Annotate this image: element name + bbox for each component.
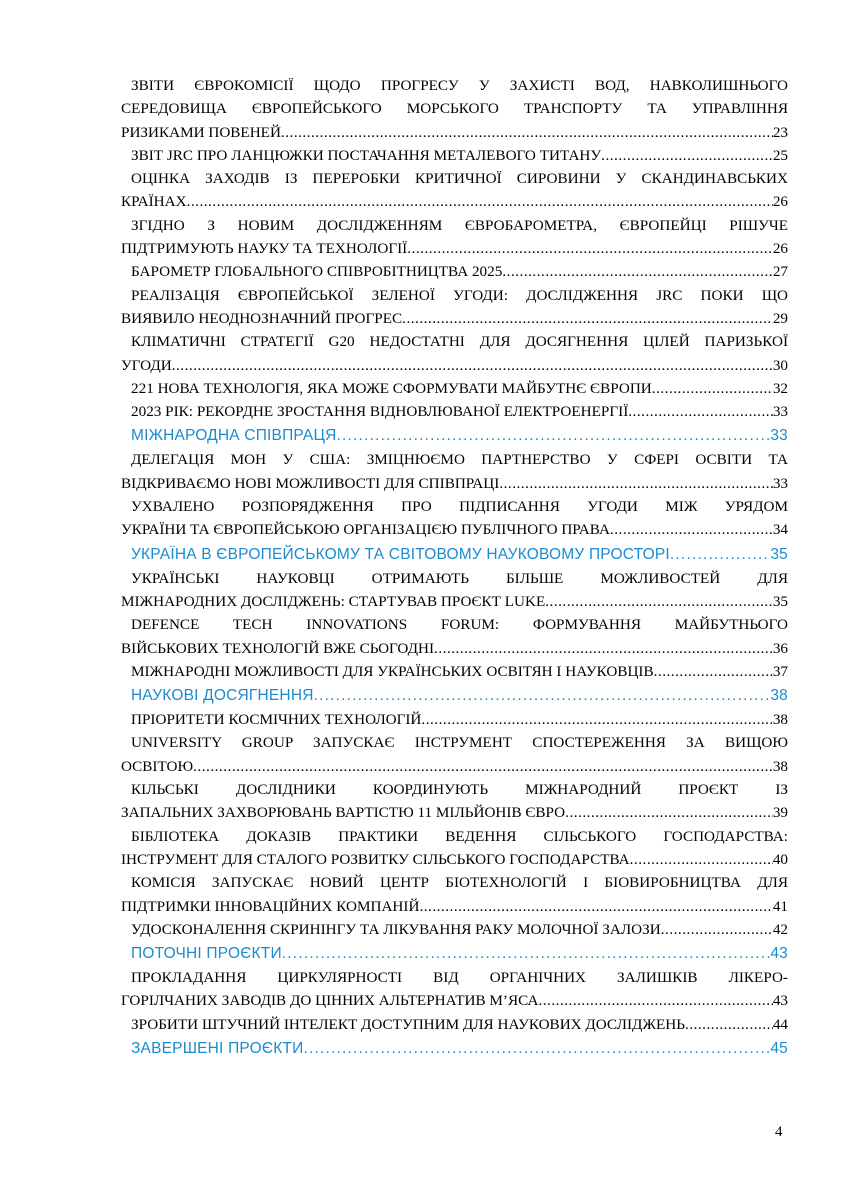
toc-entry-line: ПРІОРИТЕТИ КОСМІЧНИХ ТЕХНОЛОГІЙ <box>131 711 422 729</box>
dot-leader <box>187 190 773 213</box>
toc-entry-line: ЗВІТ JRC ПРО ЛАНЦЮЖКИ ПОСТАЧАННЯ МЕТАЛЕВОГО ТИТАНУ <box>131 146 602 164</box>
table-of-contents <box>121 74 788 1061</box>
dot-leader <box>282 941 771 966</box>
section-page-number: 45 <box>770 1039 788 1057</box>
toc-entry-last-line <box>121 755 788 778</box>
toc-entry[interactable] <box>121 918 788 941</box>
toc-entry[interactable] <box>121 1013 788 1036</box>
toc-entry-last-line <box>121 307 788 330</box>
entry-page-number: 33 <box>772 474 788 492</box>
dot-leader <box>565 801 773 824</box>
toc-section-heading[interactable] <box>121 683 788 708</box>
toc-entry-line: ЗРОБИТИ ШТУЧНИЙ ІНТЕЛЕКТ ДОСТУПНИМ ДЛЯ НАУКОВИХ ДОСЛІДЖЕНЬ <box>131 1015 685 1033</box>
toc-entry[interactable] <box>121 144 788 167</box>
entry-page-number: 39 <box>772 804 788 822</box>
dot-leader <box>502 260 772 283</box>
toc-entry-last-line <box>121 190 788 213</box>
entry-page-number: 44 <box>772 1015 788 1033</box>
toc-entry-line: ГОРІЛЧАНИХ ЗАВОДІВ ДО ЦІННИХ АЛЬТЕРНАТИВ М’ЯСА <box>121 992 539 1010</box>
toc-entry-line: РЕАЛІЗАЦІЯ ЄВРОПЕЙСЬКОЇ ЗЕЛЕНОЇ УГОДИ: ДОСЛІДЖЕННЯ JRC ПОКИ ЩО <box>131 286 788 304</box>
toc-entry[interactable] <box>121 871 788 918</box>
entry-page-number: 25 <box>772 146 788 164</box>
toc-entry-last-line <box>121 144 788 167</box>
toc-entry-last-line <box>121 637 788 660</box>
toc-entry-last-line <box>121 260 788 283</box>
entry-page-number: 32 <box>772 379 788 397</box>
toc-entry-last-line <box>121 801 788 824</box>
toc-entry-last-line <box>121 660 788 683</box>
toc-entry-line: ДЕЛЕГАЦІЯ МОН У США: ЗМІЦНЮЄМО ПАРТНЕРСТВО У СФЕРІ ОСВІТИ ТА <box>131 451 788 469</box>
dot-leader <box>421 708 772 731</box>
dot-leader <box>661 918 773 941</box>
toc-entry-line: ОСВІТОЮ <box>121 757 194 775</box>
toc-section-heading[interactable] <box>121 1036 788 1061</box>
toc-entry-last-line <box>121 237 788 260</box>
toc-entry-line: КРАЇНАХ <box>121 193 187 211</box>
toc-entry-last-line <box>121 989 788 1012</box>
toc-entry-last-line <box>121 918 788 941</box>
entry-page-number: 34 <box>772 521 788 539</box>
toc-entry-last-line <box>121 354 788 377</box>
entry-page-number: 30 <box>772 356 788 374</box>
entry-page-number: 33 <box>772 403 788 421</box>
section-title: ПОТОЧНІ ПРОЄКТИ <box>131 945 282 963</box>
dot-leader <box>499 472 773 495</box>
entry-page-number: 26 <box>772 240 788 258</box>
dot-leader <box>172 354 773 377</box>
entry-page-number: 29 <box>772 309 788 327</box>
entry-page-number: 27 <box>772 263 788 281</box>
toc-section-heading[interactable] <box>121 423 788 448</box>
dot-leader <box>628 400 773 423</box>
dot-leader <box>538 989 772 1012</box>
toc-entry-last-line <box>121 895 788 918</box>
toc-entry-line: БІБЛІОТЕКА ДОКАЗІВ ПРАКТИКИ ВЕДЕННЯ СІЛЬСЬКОГО ГОСПОДАРСТВА: <box>131 827 788 845</box>
toc-section-heading[interactable] <box>121 542 788 567</box>
entry-page-number: 38 <box>772 757 788 775</box>
toc-entry-line: КІЛЬСЬКІ ДОСЛІДНИКИ КООРДИНУЮТЬ МІЖНАРОДНИЙ ПРОЄКТ ІЗ <box>131 781 788 799</box>
dot-leader <box>193 755 773 778</box>
entry-page-number: 26 <box>772 193 788 211</box>
entry-page-number: 40 <box>772 850 788 868</box>
toc-entry-line: УГОДИ <box>121 356 172 374</box>
entry-page-number: 42 <box>772 920 788 938</box>
toc-entry[interactable] <box>121 400 788 423</box>
entry-page-number: 41 <box>772 897 788 915</box>
dot-leader <box>654 660 773 683</box>
dot-leader <box>303 1036 770 1061</box>
toc-entry[interactable] <box>121 825 788 872</box>
section-title: МІЖНАРОДНА СПІВПРАЦЯ <box>131 427 337 445</box>
dot-leader <box>337 423 771 448</box>
toc-entry-line: МІЖНАРОДНИХ ДОСЛІДЖЕНЬ: СТАРТУВАВ ПРОЄКТ LUKE <box>121 592 546 610</box>
dot-leader <box>419 895 772 918</box>
toc-entry-line: УХВАЛЕНО РОЗПОРЯДЖЕННЯ ПРО ПІДПИСАННЯ УГОДИ МІЖ УРЯДОМ <box>131 498 788 516</box>
entry-page-number: 43 <box>772 992 788 1010</box>
toc-entry-line: УКРАЇНСЬКІ НАУКОВЦІ ОТРИМАЮТЬ БІЛЬШЕ МОЖЛИВОСТЕЙ ДЛЯ <box>131 569 788 587</box>
toc-entry[interactable] <box>121 167 788 214</box>
toc-entry-line: ЗАПАЛЬНИХ ЗАХВОРЮВАНЬ ВАРТІСТЮ 11 МІЛЬЙОНІВ ЄВРО <box>121 804 566 822</box>
dot-leader <box>601 144 773 167</box>
toc-entry-last-line <box>121 708 788 731</box>
toc-entry-last-line <box>121 848 788 871</box>
dot-leader <box>652 377 773 400</box>
entry-page-number: 23 <box>772 123 788 141</box>
entry-page-number: 38 <box>772 711 788 729</box>
section-title: НАУКОВІ ДОСЯГНЕННЯ <box>131 687 314 705</box>
toc-entry-last-line <box>121 1013 788 1036</box>
dot-leader <box>407 237 773 260</box>
toc-entry-line: ОЦІНКА ЗАХОДІВ ІЗ ПЕРЕРОБКИ КРИТИЧНОЇ СИРОВИНИ У СКАНДИНАВСЬКИХ <box>131 170 788 188</box>
toc-entry-line: ІНСТРУМЕНТ ДЛЯ СТАЛОГО РОЗВИТКУ СІЛЬСЬКОГО ГОСПОДАРСТВА <box>121 850 630 868</box>
toc-entry-line: УДОСКОНАЛЕННЯ СКРИНІНГУ ТА ЛІКУВАННЯ РАКУ МОЛОЧНОЇ ЗАЛОЗИ <box>131 920 661 938</box>
section-page-number: 35 <box>770 545 788 563</box>
toc-entry-line: СЕРЕДОВИЩА ЄВРОПЕЙСЬКОГО МОРСЬКОГО ТРАНСПОРТУ ТА УПРАВЛІННЯ <box>121 100 788 118</box>
dot-leader <box>545 590 773 613</box>
toc-entry-line: ЗВІТИ ЄВРОКОМІСІЇ ЩОДО ПРОГРЕСУ У ЗАХИСТІ ВОД, НАВКОЛИШНЬОГО <box>131 77 788 94</box>
toc-entry[interactable] <box>121 330 788 377</box>
page-number: 4 <box>775 1124 783 1140</box>
dot-leader <box>685 1013 773 1036</box>
toc-entry-line: DEFENCE TECH INNOVATIONS FORUM: ФОРМУВАННЯ МАЙБУТНЬОГО <box>131 616 788 634</box>
dot-leader <box>610 518 773 541</box>
section-page-number: 43 <box>770 945 788 963</box>
dot-leader <box>281 121 773 144</box>
toc-entry-last-line <box>121 377 788 400</box>
toc-entry-line: UNIVERSITY GROUP ЗАПУСКАЄ ІНСТРУМЕНТ СПОСТЕРЕЖЕННЯ ЗА ВИЩОЮ <box>131 734 788 752</box>
toc-entry[interactable] <box>121 966 788 1013</box>
toc-entry[interactable] <box>121 284 788 331</box>
toc-entry-last-line <box>121 472 788 495</box>
section-title: ЗАВЕРШЕНІ ПРОЄКТИ <box>131 1039 304 1057</box>
toc-entry-line: ВІЙСЬКОВИХ ТЕХНОЛОГІЙ ВЖЕ СЬОГОДНІ <box>121 639 435 657</box>
toc-entry[interactable] <box>121 660 788 683</box>
toc-entry-line: ВІДКРИВАЄМО НОВІ МОЖЛИВОСТІ ДЛЯ СПІВПРАЦІ <box>121 474 500 492</box>
section-page-number: 33 <box>770 427 788 445</box>
toc-entry-line: 221 НОВА ТЕХНОЛОГІЯ, ЯКА МОЖЕ СФОРМУВАТИ МАЙБУТНЄ ЄВРОПИ <box>131 379 652 397</box>
toc-entry-line: МІЖНАРОДНІ МОЖЛИВОСТІ ДЛЯ УКРАЇНСЬКИХ ОСВІТЯН І НАУКОВЦІВ <box>131 662 654 680</box>
toc-entry-line: БАРОМЕТР ГЛОБАЛЬНОГО СПІВРОБІТНИЦТВА 2025 <box>131 263 503 281</box>
toc-entry-line: КЛІМАТИЧНІ СТРАТЕГІЇ G20 НЕДОСТАТНІ ДЛЯ ДОСЯГНЕННЯ ЦІЛЕЙ ПАРИЗЬКОЇ <box>131 333 788 351</box>
toc-entry-last-line <box>121 518 788 541</box>
entry-page-number: 37 <box>772 662 788 680</box>
toc-entry-line: УКРАЇНИ ТА ЄВРОПЕЙСЬКОЮ ОРГАНІЗАЦІЄЮ ПУБЛІЧНОГО ПРАВА <box>121 521 610 539</box>
dot-leader <box>434 637 773 660</box>
toc-entry-line: ВИЯВИЛО НЕОДНОЗНАЧНИЙ ПРОГРЕС <box>121 309 403 327</box>
toc-entry[interactable] <box>121 448 788 495</box>
toc-entry[interactable] <box>121 708 788 731</box>
toc-entry[interactable] <box>121 613 788 660</box>
toc-entry-last-line <box>121 590 788 613</box>
toc-entry[interactable] <box>121 214 788 261</box>
toc-entry[interactable] <box>121 495 788 542</box>
toc-entry[interactable] <box>121 74 788 144</box>
toc-entry-line: КОМІСІЯ ЗАПУСКАЄ НОВИЙ ЦЕНТР БІОТЕХНОЛОГІЙ І БІОВИРОБНИЦТВА ДЛЯ <box>131 874 788 892</box>
dot-leader <box>314 683 771 708</box>
toc-entry-last-line <box>121 400 788 423</box>
toc-entry-last-line <box>121 121 788 144</box>
dot-leader <box>630 848 773 871</box>
toc-entry-line: ПРОКЛАДАННЯ ЦИРКУЛЯРНОСТІ ВІД ОРГАНІЧНИХ ЗАЛИШКІВ ЛІКЕРО- <box>131 969 788 987</box>
toc-entry[interactable] <box>121 731 788 778</box>
toc-entry-line: ПІДТРИМУЮТЬ НАУКУ ТА ТЕХНОЛОГІЇ <box>121 240 408 258</box>
toc-entry-line: ПІДТРИМКИ ІННОВАЦІЙНИХ КОМПАНІЙ <box>121 897 420 915</box>
toc-entry[interactable] <box>121 778 788 825</box>
toc-entry[interactable] <box>121 377 788 400</box>
toc-entry[interactable] <box>121 260 788 283</box>
dot-leader <box>402 307 773 330</box>
toc-section-heading[interactable] <box>121 941 788 966</box>
entry-page-number: 36 <box>772 639 788 657</box>
toc-entry-line: РИЗИКАМИ ПОВЕНЕЙ <box>121 123 281 141</box>
toc-entry-line: 2023 РІК: РЕКОРДНЕ ЗРОСТАННЯ ВІДНОВЛЮВАНОЇ ЕЛЕКТРОЕНЕРГІЇ <box>131 403 629 421</box>
section-title: УКРАЇНА В ЄВРОПЕЙСЬКОМУ ТА СВІТОВОМУ НАУКОВОМУ ПРОСТОРІ <box>131 545 670 563</box>
dot-leader <box>670 542 770 567</box>
entry-page-number: 35 <box>772 592 788 610</box>
section-page-number: 38 <box>770 687 788 705</box>
toc-entry-line: ЗГІДНО З НОВИМ ДОСЛІДЖЕННЯМ ЄВРОБАРОМЕТРА, ЄВРОПЕЙЦІ РІШУЧЕ <box>131 216 788 234</box>
toc-entry[interactable] <box>121 567 788 614</box>
